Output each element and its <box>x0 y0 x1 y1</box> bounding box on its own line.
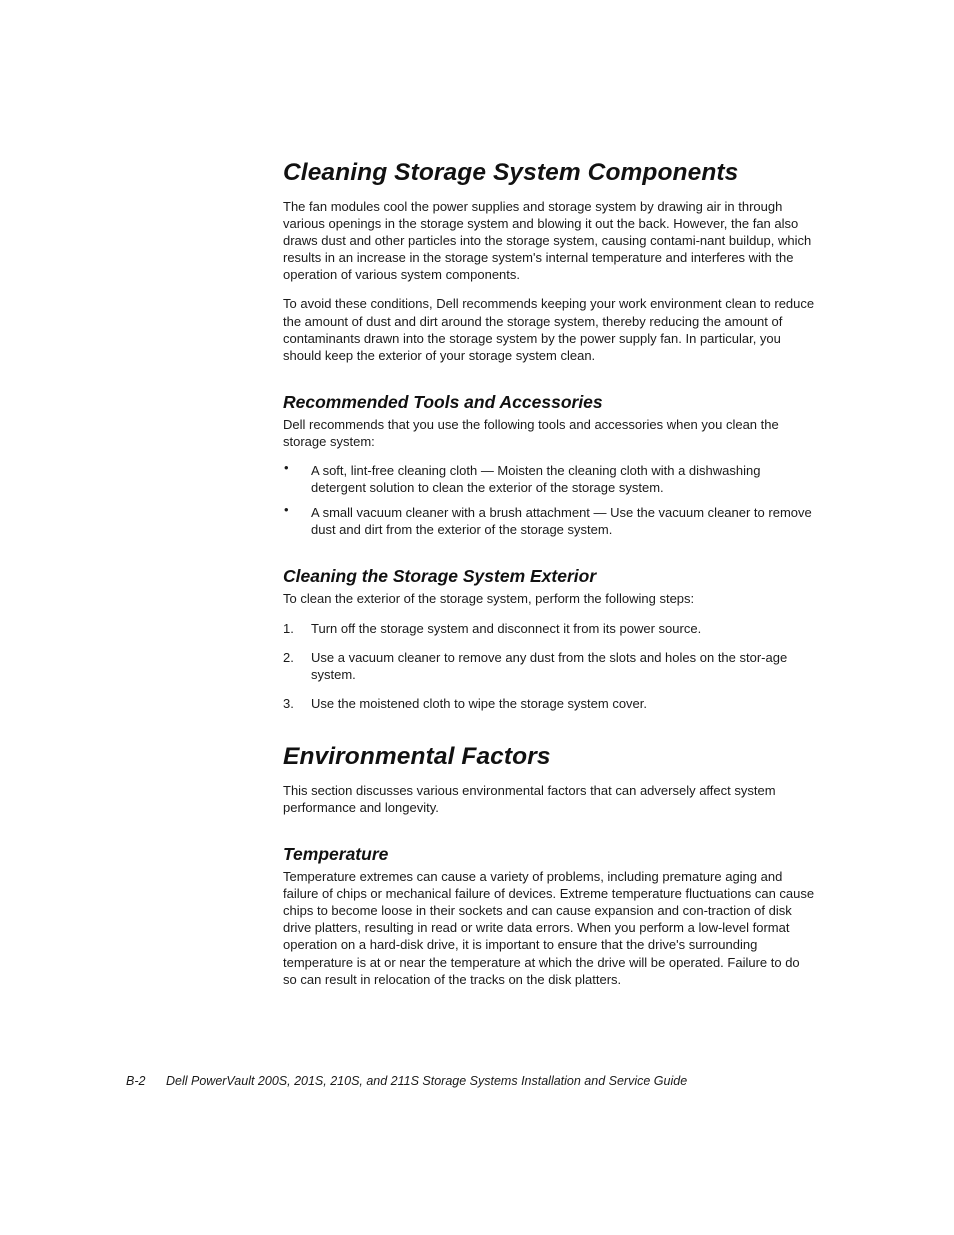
step-number: 1. <box>283 620 294 636</box>
bullet-icon: • <box>284 460 289 476</box>
subsection-title-tools: Recommended Tools and Accessories <box>283 391 603 412</box>
section-title-environmental: Environmental Factors <box>283 742 551 770</box>
page-footer <box>126 1073 687 1090</box>
list-item-text: Use the moistened cloth to wipe the storage system cover. <box>311 695 648 711</box>
list-item <box>283 504 815 538</box>
list-item <box>283 649 815 683</box>
paragraph-avoid-conditions: To avoid these conditions, Dell recommends keeping your work environment clean to reduce the amount of dust and dirt around the storage system, thereby reducing the amount of contaminants drawn into the storage system by the power supply fan. In particular, you should keep the exterior of your storage system clean. <box>283 296 815 363</box>
tools-list <box>283 462 815 538</box>
section-title-cleaning: Cleaning Storage System Components <box>283 159 739 186</box>
exterior-steps-list <box>283 620 815 712</box>
list-item-text: A soft, lint-free cleaning cloth — Moisten the cleaning cloth with a dishwashing detergent solution to clean the exterior of the storage system. <box>311 463 761 496</box>
paragraph-environmental-intro: This section discusses various environmental factors that can adversely affect system performance and longevity. <box>283 782 776 815</box>
list-item-text: Turn off the storage system and disconnect it from its power source. <box>311 620 702 636</box>
footer-title: Dell PowerVault 200S, 201S, 210S, and 211S Storage Systems Installation and Service Guide <box>166 1074 688 1088</box>
list-item <box>283 620 815 637</box>
bullet-icon: • <box>284 502 289 518</box>
step-number: 2. <box>283 649 294 665</box>
paragraph-fan-modules: The fan modules cool the power supplies and storage system by drawing air in through various openings in the storage system and blowing it out the back. However, the fan also draws dust and other particles into the storage system, causing contami-nant buildup, which results in an increase in the storage system's internal temperature and interferes with the operation of various system components. <box>283 199 812 283</box>
paragraph-exterior-intro: To clean the exterior of the storage system, perform the following steps: <box>283 591 695 607</box>
list-item <box>283 462 815 496</box>
subsection-title-exterior: Cleaning the Storage System Exterior <box>283 566 597 587</box>
list-item <box>283 695 815 712</box>
paragraph-temperature: Temperature extremes can cause a variety of problems, including premature aging and failure of chips or mechanical failure of devices. Extreme temperature fluctuations can cause chips to become loose in their sockets and can cause expansion and con-traction of disk drive platters, resulting in read or write data errors. When you perform a low-level format operation on a hard-disk drive, it is important to ensure that the drive's surrounding temperature is at or near the temperature at which the drive will be operated. Failure to do so can result in relocation of the tracks on the disk platters. <box>283 869 815 987</box>
paragraph-tools-intro: Dell recommends that you use the following tools and accessories when you clean the storage system: <box>283 416 779 449</box>
page-content <box>283 158 815 988</box>
footer-page-number: B-2 <box>126 1074 146 1088</box>
step-number: 3. <box>283 695 294 711</box>
subsection-title-temperature: Temperature <box>283 844 389 865</box>
list-item-text: Use a vacuum cleaner to remove any dust from the slots and holes on the stor-age system. <box>311 649 788 682</box>
list-item-text: A small vacuum cleaner with a brush attachment — Use the vacuum cleaner to remove dust and dirt from the exterior of the storage system. <box>311 505 812 538</box>
